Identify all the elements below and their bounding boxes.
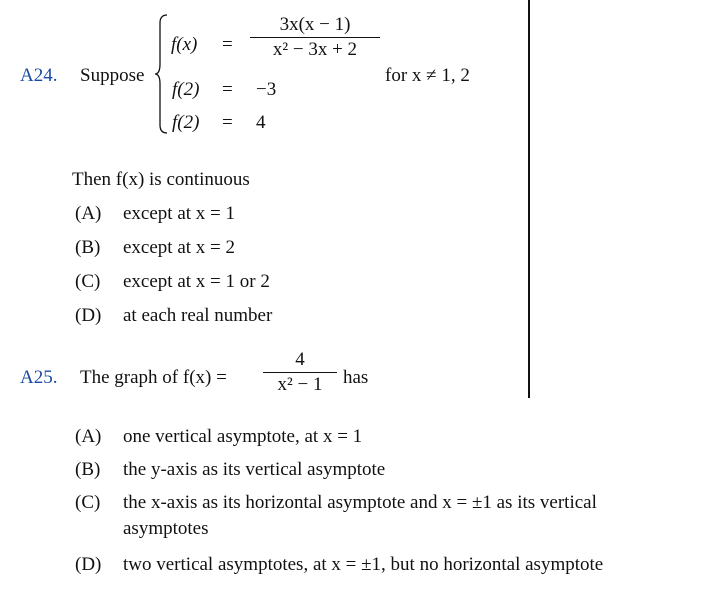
option-letter: (A) (75, 203, 102, 224)
option-text: at each real number (123, 305, 273, 326)
piecewise-brace (154, 14, 168, 134)
answer-option-b (75, 460, 385, 479)
question-number: A25. (20, 367, 58, 388)
answer-option-a (75, 204, 235, 223)
piecewise-row1-equals: = (222, 34, 233, 55)
piecewise-row2-value: −3 (256, 79, 277, 100)
fraction-denominator: x² − 3x + 2 (272, 39, 358, 60)
option-letter: (B) (75, 459, 101, 480)
option-text: the y-axis as its vertical asymptote (123, 459, 386, 480)
answer-option-c (75, 272, 270, 291)
option-text: except at x = 2 (123, 237, 236, 258)
option-text: except at x = 1 (123, 203, 236, 224)
question-stem-prefix: The graph of f(x) = (80, 367, 227, 388)
option-letter: (B) (75, 237, 101, 258)
option-letter: (A) (75, 426, 102, 447)
page-divider-line (528, 0, 530, 398)
suppose-label: Suppose (80, 65, 145, 86)
question-stem: Then f(x) is continuous (72, 169, 250, 190)
question-number: A24. (20, 65, 58, 86)
fraction-numerator: 3x(x − 1) (279, 14, 351, 35)
option-letter: (C) (75, 492, 101, 513)
option-letter: (C) (75, 271, 101, 292)
piecewise-row1-lhs: f(x) (171, 34, 198, 55)
piecewise-row2-equals: = (222, 79, 233, 100)
piecewise-row2-lhs: f(2) (172, 79, 200, 100)
domain-condition: for x ≠ 1, 2 (385, 65, 470, 86)
piecewise-row3-equals: = (222, 112, 233, 133)
piecewise-row1-fraction (250, 15, 380, 59)
question-stem-suffix: has (343, 367, 369, 388)
answer-option-a (75, 427, 362, 446)
piecewise-row3-value: 4 (256, 112, 266, 133)
option-text: except at x = 1 or 2 (123, 271, 270, 292)
answer-option-b (75, 238, 235, 257)
option-text: two vertical asymptotes, at x = ±1, but no horizontal asymptote (123, 554, 604, 575)
option-text: the x-axis as its horizontal asymptote and x = ±1 as its vertical (123, 492, 597, 513)
piecewise-row3-lhs: f(2) (172, 112, 200, 133)
question-fraction (263, 350, 337, 394)
answer-option-c (75, 493, 597, 512)
option-letter: (D) (75, 305, 102, 326)
answer-option-d (75, 306, 272, 325)
fraction-numerator: 4 (295, 349, 305, 370)
answer-option-d (75, 555, 603, 574)
fraction-denominator: x² − 1 (277, 374, 323, 395)
option-letter: (D) (75, 554, 102, 575)
option-text-continuation: asymptotes (123, 518, 209, 539)
option-text: one vertical asymptote, at x = 1 (123, 426, 363, 447)
